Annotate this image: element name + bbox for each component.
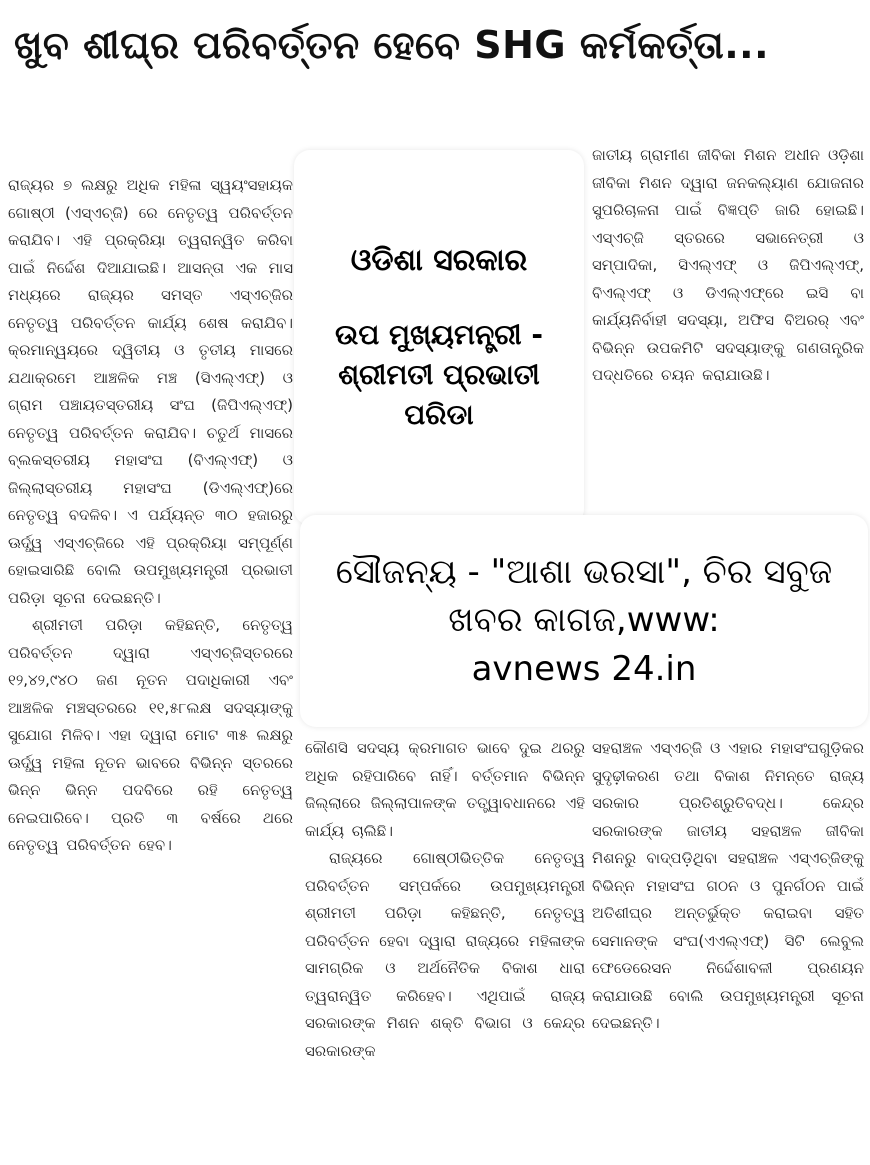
article-paragraph: ଶ୍ରୀମତୀ ପରିଡ଼ା କହିଛନ୍ତି, ନେତୃତ୍ୱ ପରିବର୍ତ୍ତନ ଦ୍ୱାରା ଏସ୍ଏଚ୍ଜିସ୍ତରରେ ୧୨,୪୨,୯୪୦ ଜଣ ନୂତନ ପଦାଧିକାରୀ ଏବଂ ଆଞ୍ଚଳିକ ମଞ୍ଚସ୍ତରରେ ୧୧,୫୮ଲକ୍ଷ ସଦସ୍ୟାଙ୍କୁ ସୁଯୋଗ ମିଳିବ। ଏହା ଦ୍ୱାରା ମୋଟ ୩୫ ଲକ୍ଷରୁ ଊର୍ଦ୍ଧ୍ୱ ମହିଳା ନୂତନ ଭାବରେ ବିଭିନ୍ନ ସ୍ତରରେ ଭିନ୍ନ ଭିନ୍ନ ପଦବିରେ ରହି ନେତୃତ୍ୱ ନେଇପାରିବେ। ପ୍ରତି ୩ ବର୍ଷରେ ଥରେ ନେତୃତ୍ୱ ପରିବର୍ତ୍ତନ ହେବ। [8,616,293,854]
credit-card [300,515,868,727]
article-column-right-top [592,142,864,502]
government-title: ଓଡିଶା ସରକାର [350,242,528,278]
article-column-right-bottom [592,735,864,1160]
government-card [294,150,584,525]
headline: ଖୁବ ଶୀଘ୍ର ପରିବର୍ତ୍ତନ ହେବେ SHG କର୍ମକର୍ତ୍ତା... [14,23,770,67]
article-paragraph: କୌଣସି ସଦସ୍ୟ କ୍ରମାଗତ ଭାବେ ଦୁଇ ଥରରୁ ଅଧିକ ରହିପାରିବେ ନାହିଁ। ବର୍ତ୍ତମାନ ବିଭିନ୍ନ ଜିଲ୍ଲାରେ ଜିଲ୍ଲାପାଳଙ୍କ ତତ୍ତ୍ୱାବଧାନରେ ଏହି କାର୍ଯ୍ୟ ଚାଲିଛି। [305,739,585,840]
article-column-middle-bottom [305,735,585,1160]
deputy-cm-name: ଉପ ମୁଖ୍ୟମନ୍ତ୍ରୀ - ଶ୍ରୀମତୀ ପ୍ରଭାତୀ ପରିଡା [335,317,543,431]
article-paragraph: ଜାତୀୟ ଗ୍ରାମୀଣ ଜୀବିକା ମିଶନ ଅଧୀନ ଓଡ଼ିଶା ଜୀବିକା ମିଶନ ଦ୍ୱାରା ଜନକଲ୍ୟାଣ ଯୋଜନାର ସୁପରିଚାଳନା ପାଇଁ ବିଜ୍ଞପ୍ତି ଜାରି ହୋଇଛି। ଏସ୍ଏଚ୍ଜି ସ୍ତରରେ ସଭାନେତ୍ରୀ ଓ ସମ୍ପାଦିକା, ସିଏଲ୍ଏଫ୍ ଓ ଜିପିଏଲ୍ଏଫ୍, ବିଏଲ୍ଏଫ୍ ଓ ଡିଏଲ୍ଏଫ୍ରେ ଇସି ବା କାର୍ଯ୍ୟନିର୍ବାହୀ ସଦସ୍ୟା, ଅଫିସ ବିଅରର୍ ଏବଂ ବିଭିନ୍ନ ଉପକମିଟି ସଦସ୍ୟାଙ୍କୁ ଗଣତାନ୍ତ୍ରିକ ପଦ୍ଧତିରେ ଚୟନ କରାଯାଉଛି। [592,146,864,384]
article-paragraph: ରାଜ୍ୟରେ ଗୋଷ୍ଠୀଭିତ୍ତିକ ନେତୃତ୍ୱ ପରିବର୍ତ୍ତନ ସମ୍ପର୍କରେ ଉପମୁଖ୍ୟମନ୍ତ୍ରୀ ଶ୍ରୀମତୀ ପରିଡ଼ା କହିଛନ୍ତି, ନେତୃତ୍ୱ ପରିବର୍ତ୍ତନ ହେବା ଦ୍ୱାରା ରାଜ୍ୟରେ ମହିଳାଙ୍କ ସାମଗ୍ରିକ ଓ ଅର୍ଥନୈତିକ ବିକାଶ ଧାରା ତ୍ୱରାନ୍ୱିତ କରିହେବ। ଏଥିପାଇଁ ରାଜ୍ୟ ସରକାରଙ୍କ ମିଶନ ଶକ୍ତି ବିଭାଗ ଓ କେନ୍ଦ୍ର ସରକାରଙ୍କ [305,849,585,1060]
article-paragraph: ରାଜ୍ୟର ୭ ଲକ୍ଷରୁ ଅଧିକ ମହିଳା ସ୍ୱୟଂସହାୟକ ଗୋଷ୍ଠୀ (ଏସ୍ଏଚ୍ଜି) ରେ ନେତୃତ୍ୱ ପରିବର୍ତ୍ତନ କରାଯିବ। ଏହି ପ୍ରକ୍ରିୟା ତ୍ୱରାନ୍ୱିତ କରିବା ପାଇଁ ନିର୍ଦ୍ଦେଶ ଦିଆଯାଇଛି। ଆସନ୍ତା ଏକ ମାସ ମଧ୍ୟରେ ରାଜ୍ୟର ସମସ୍ତ ଏସ୍ଏଚ୍ଜିର ନେତୃତ୍ୱ ପରିବର୍ତ୍ତନ କାର୍ଯ୍ୟ ଶେଷ କରାଯିବ। କ୍ରମାନ୍ୱୟରେ ଦ୍ୱିତୀୟ ଓ ତୃତୀୟ ମାସରେ ଯଥାକ୍ରମେ ଆଞ୍ଚଳିକ ମଞ୍ଚ (ସିଏଲ୍ଏଫ୍) ଓ ଗ୍ରାମ ପଞ୍ଚାୟତସ୍ତରୀୟ ସଂଘ (ଜିପିଏଲ୍ଏଫ୍) ନେତୃତ୍ୱ ପରିବର୍ତ୍ତନ କରାଯିବ। ଚତୁର୍ଥ ମାସରେ ବ୍ଲକସ୍ତରୀୟ ମହାସଂଘ (ବିଏଲ୍ଏଫ୍) ଓ ଜିଲ୍ଲାସ୍ତରୀୟ ମହାସଂଘ (ଡିଏଲ୍ଏଫ୍)ରେ ନେତୃତ୍ୱ ବଦଳିବ। ଏ ପର୍ଯ୍ୟନ୍ତ ୩୦ ହଜାରରୁ ଊର୍ଦ୍ଧ୍ୱ ଏସ୍ଏଚ୍ଜିରେ ଏହି ପ୍ରକ୍ରିୟା ସମ୍ପୂର୍ଣ୍ଣ ହୋଇସାରିଛି ବୋଲି ଉପମୁଖ୍ୟମନ୍ତ୍ରୀ ପ୍ରଭାତୀ ପରିଡ଼ା ସୂଚନା ଦେଇଛନ୍ତି। [8,176,293,607]
article-paragraph: ସହରାଞ୍ଚଳ ଏସ୍ଏଚ୍ଜି ଓ ଏହାର ମହାସଂଘଗୁଡ଼ିକର ସୁଦୃଢ଼ୀକରଣ ତଥା ବିକାଶ ନିମନ୍ତେ ରାଜ୍ୟ ସରକାର ପ୍ରତିଶ୍ରୁତିବଦ୍ଧ। କେନ୍ଦ୍ର ସରକାରଙ୍କ ଜାତୀୟ ସହରାଞ୍ଚଳ ଜୀବିକା ମିଶନରୁ ବାଦ୍ପଡ଼ିଥିବା ସହରାଞ୍ଚଳ ଏସ୍ଏଚ୍ଜିଙ୍କୁ ବିଭିନ୍ନ ମହାସଂଘ ଗଠନ ଓ ପୁନର୍ଗଠନ ପାଇଁ ଅତିଶୀଘ୍ର ଅନ୍ତର୍ଭୁକ୍ତ କରାଇବା ସହିତ ସେମାନଙ୍କ ସଂଘ(ଏଏଲ୍ଏଫ୍) ସିଟି ଲେବୁଲ ଫେଡେରେସନ ନିର୍ଦ୍ଦେଶାବଳୀ ପ୍ରଣୟନ କରାଯାଉଛି ବୋଲି ଉପମୁଖ୍ୟମନ୍ତ୍ରୀ ସୂଚନା ଦେଇଛନ୍ତି। [592,739,864,1032]
article-column-left [8,172,293,1162]
credit-text: ସୌଜନ୍ୟ - "ଆଶା ଭରସା", ଚିର ସବୁଜ ଖବର କାଗଜ,www: [335,552,833,640]
credit-url: avnews 24.in [471,649,697,689]
